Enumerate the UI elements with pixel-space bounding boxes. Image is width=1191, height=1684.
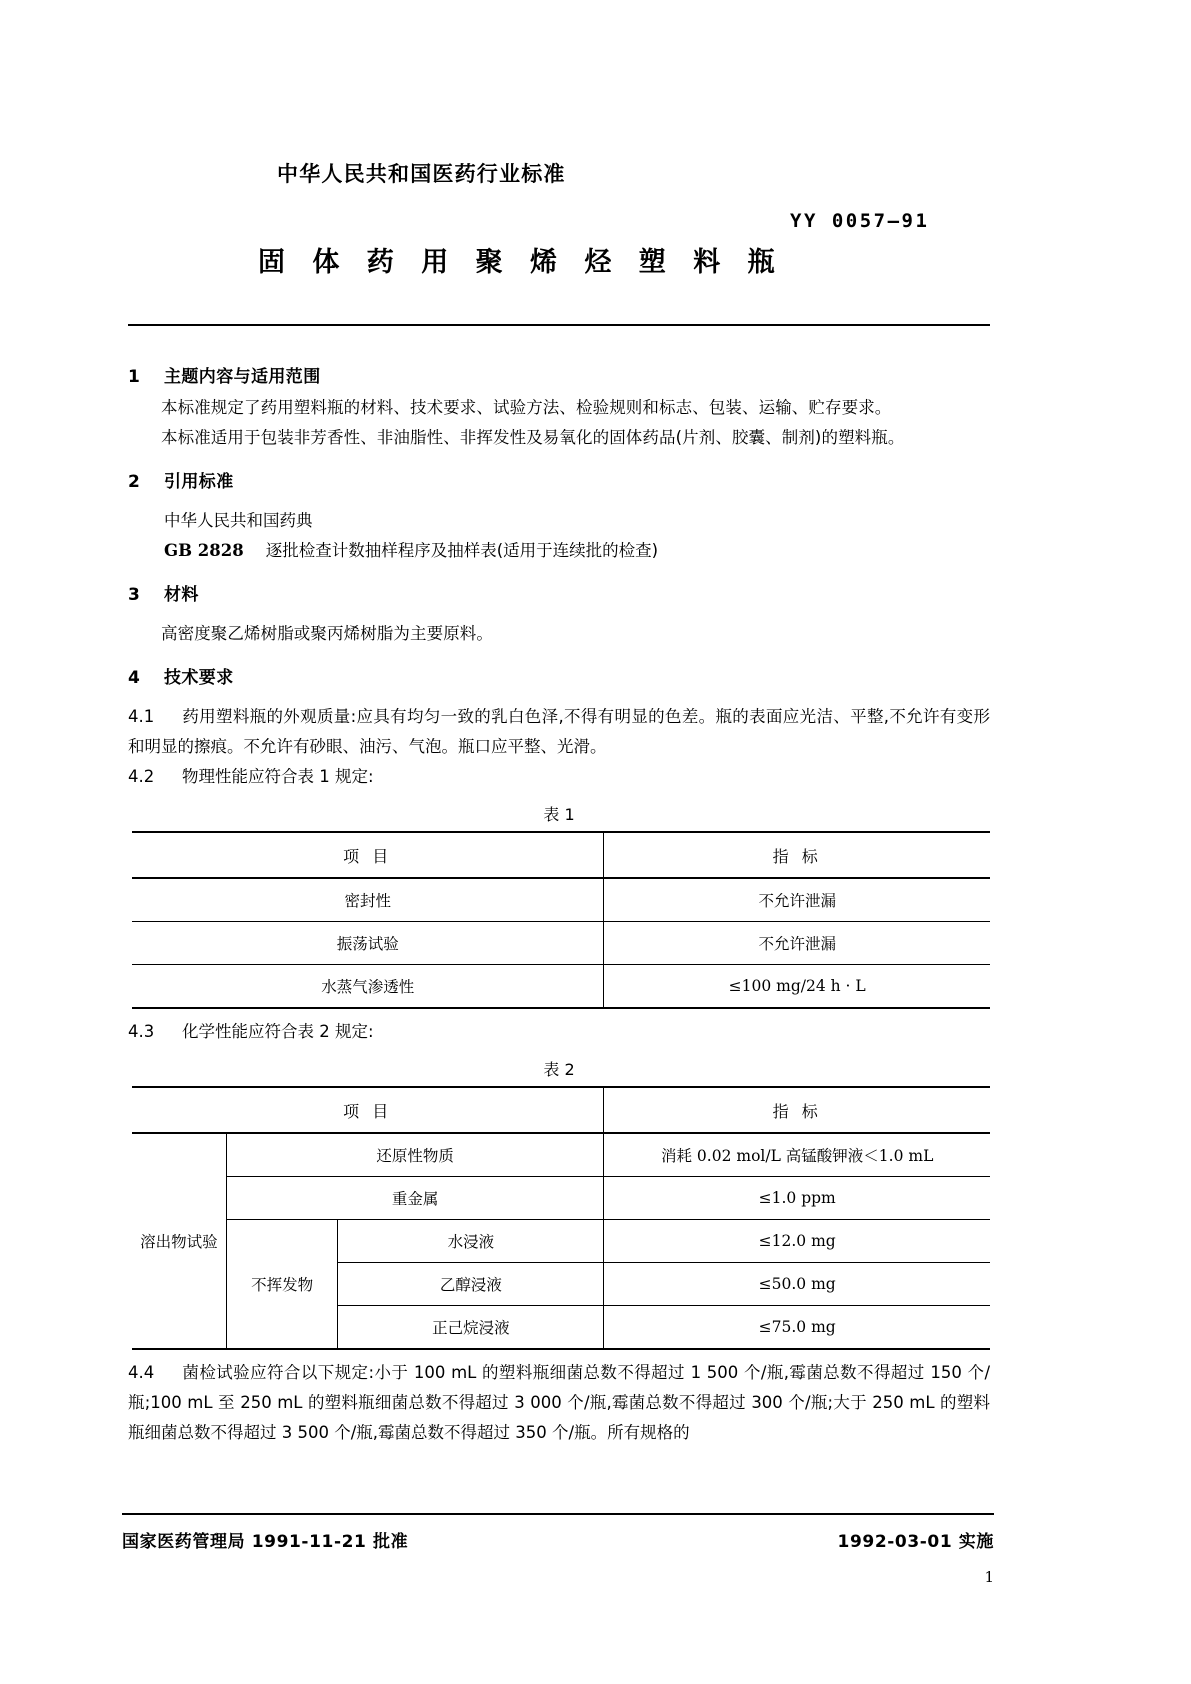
footer-divider-rule — [122, 1513, 994, 1515]
page-number: 1 — [984, 1568, 994, 1586]
clause-4-1 — [128, 702, 990, 762]
footer-approval: 国家医药管理局 1991-11-21 批准 — [122, 1532, 409, 1552]
table-2-caption: 表 2 — [543, 1060, 575, 1079]
clause-4-1-text: 药用塑料瓶的外观质量:应具有均匀一致的乳白色泽,不得有明显的色差。瓶的表面应光洁、平整,不允许有变形和明显的擦痕。不允许有砂眼、油污、气泡。瓶口应平整、光滑。 — [128, 707, 990, 756]
section-heading-2 — [128, 467, 990, 492]
section-heading-3 — [128, 580, 990, 605]
spacer — [128, 611, 990, 619]
table-2-item: 还原性物质 — [226, 1133, 604, 1177]
clause-4-2-label: 4.2 — [128, 767, 155, 786]
section-title-4: 技术要求 — [164, 668, 234, 688]
document-body — [128, 362, 990, 1448]
section-number-2: 2 — [128, 472, 141, 492]
reference-item-gb2828 — [128, 536, 990, 566]
section-title-1: 主题内容与适用范围 — [164, 367, 321, 387]
table-1-spec: 不允许泄漏 — [604, 878, 990, 922]
table-2-spec: 消耗 0.02 mol/L 高锰酸钾液＜1.0 mL — [604, 1133, 990, 1177]
table-1 — [132, 831, 990, 1009]
clause-4-3-label: 4.3 — [128, 1022, 155, 1041]
reference-title: 逐批检查计数抽样程序及抽样表(适用于连续批的检查) — [265, 541, 659, 560]
spacer — [128, 1009, 990, 1017]
section-number-3: 3 — [128, 585, 141, 605]
clause-4-4 — [128, 1358, 990, 1448]
table-1-item: 水蒸气渗透性 — [132, 965, 604, 1009]
clause-4-3 — [128, 1017, 990, 1047]
table-2-header-row — [132, 1087, 990, 1133]
reference-item-pharmacopoeia: 中华人民共和国药典 — [164, 511, 313, 530]
footer-implementation: 1992-03-01 实施 — [837, 1532, 994, 1552]
section-1-paragraph-2: 本标准适用于包装非芳香性、非油脂性、非挥发性及易氧化的固体药品(片剂、胶囊、制剂)的塑料瓶。 — [161, 428, 905, 447]
table-2-item: 乙醇浸液 — [338, 1263, 604, 1306]
table-row — [132, 965, 990, 1009]
spacer — [128, 1350, 990, 1358]
section-1-paragraph-1: 本标准规定了药用塑料瓶的材料、技术要求、试验方法、检验规则和标志、包装、运输、贮存要求。 — [161, 398, 892, 417]
table-row — [132, 1133, 990, 1177]
clause-4-4-label: 4.4 — [128, 1363, 155, 1382]
standard-organization-line: 中华人民共和国医药行业标准 — [277, 162, 566, 186]
table-row — [132, 1220, 990, 1263]
table-1-spec: 不允许泄漏 — [604, 922, 990, 965]
table-row — [132, 1177, 990, 1220]
clause-4-2-text: 物理性能应符合表 1 规定: — [182, 767, 374, 786]
spacer — [128, 649, 990, 663]
table-2-item: 正己烷浸液 — [338, 1306, 604, 1350]
section-heading-4 — [128, 663, 990, 688]
table-2-subgroup-label: 不挥发物 — [226, 1220, 338, 1350]
table-2-spec: ≤12.0 mg — [604, 1220, 990, 1263]
spacer — [128, 694, 990, 702]
spacer — [128, 498, 990, 506]
reference-code: GB 2828 — [164, 541, 244, 560]
section-heading-1 — [128, 362, 990, 387]
section-number-1: 1 — [128, 367, 141, 387]
table-row — [132, 878, 990, 922]
section-title-2: 引用标准 — [164, 472, 234, 492]
document-title: 固 体 药 用 聚 烯 烃 塑 料 瓶 — [258, 247, 784, 278]
table-1-spec: ≤100 mg/24 h · L — [604, 965, 990, 1009]
table-2-item: 重金属 — [226, 1177, 604, 1220]
section-title-3: 材料 — [164, 585, 199, 605]
table-2-spec: ≤50.0 mg — [604, 1263, 990, 1306]
table-1-header-spec: 指 标 — [604, 832, 990, 878]
section-3-paragraph-1: 高密度聚乙烯树脂或聚丙烯树脂为主要原料。 — [161, 624, 493, 643]
clause-4-2 — [128, 762, 990, 792]
table-1-item: 振荡试验 — [132, 922, 604, 965]
table-2-group-label: 溶出物试验 — [132, 1133, 226, 1349]
table-2-spec: ≤75.0 mg — [604, 1306, 990, 1350]
table-1-caption: 表 1 — [543, 805, 575, 824]
clause-4-1-label: 4.1 — [128, 707, 155, 726]
table-1-header-row — [132, 832, 990, 878]
table-2-spec: ≤1.0 ppm — [604, 1177, 990, 1220]
spacer — [128, 566, 990, 580]
table-2-item: 水浸液 — [338, 1220, 604, 1263]
spacer — [128, 453, 990, 467]
table-1-item: 密封性 — [132, 878, 604, 922]
table-2-header-item: 项 目 — [132, 1087, 604, 1133]
clause-4-4-text: 菌检试验应符合以下规定:小于 100 mL 的塑料瓶细菌总数不得超过 1 500 个/瓶,霉菌总数不得超过 150 个/瓶;100 mL 至 250 mL 的塑料瓶细菌总数不得超过 3 000 个/瓶,霉菌总数不得超过 300 个/瓶;大于 250 mL 的塑料瓶细菌总数不得超过 3 500 个/瓶,霉菌总数不得超过 350 个/瓶。所有规格的 — [128, 1363, 990, 1442]
table-2-header-spec: 指 标 — [604, 1087, 990, 1133]
table-2 — [132, 1086, 990, 1350]
section-number-4: 4 — [128, 668, 141, 688]
standard-code: YY 0057—91 — [790, 210, 930, 232]
header-divider-rule — [128, 324, 990, 326]
clause-4-3-text: 化学性能应符合表 2 规定: — [182, 1022, 374, 1041]
table-row — [132, 922, 990, 965]
table-1-header-item: 项 目 — [132, 832, 604, 878]
